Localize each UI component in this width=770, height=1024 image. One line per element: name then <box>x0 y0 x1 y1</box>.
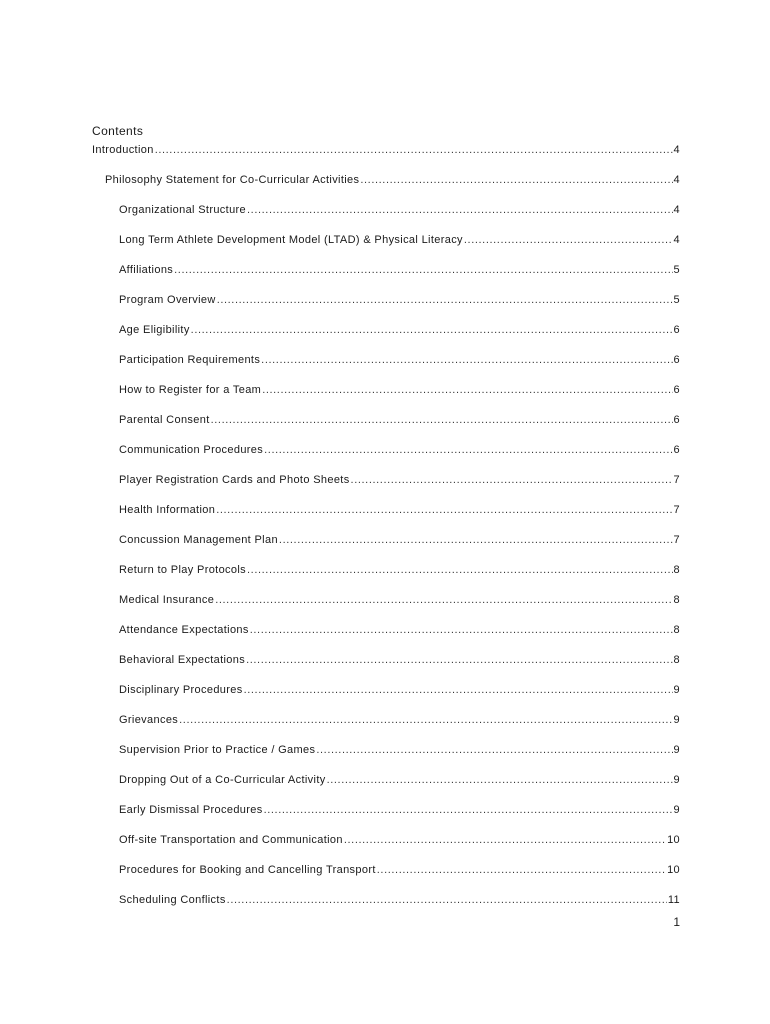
toc-entry-title: Parental Consent <box>119 414 210 426</box>
toc-entry-title: Supervision Prior to Practice / Games <box>119 744 316 756</box>
toc-entry[interactable] <box>92 143 680 157</box>
toc-dot-leader <box>262 383 672 397</box>
toc-entry-page: 11 <box>667 894 680 906</box>
toc-dot-leader <box>227 893 667 907</box>
toc-entry[interactable] <box>119 743 680 757</box>
toc-entry-title: Grievances <box>119 714 179 726</box>
toc-entry-page: 7 <box>673 534 680 546</box>
toc-entry[interactable] <box>119 473 680 487</box>
toc-entry-page: 4 <box>673 144 680 156</box>
toc-dot-leader <box>377 863 666 877</box>
toc-entry-page: 8 <box>673 594 680 606</box>
toc-entry-page: 8 <box>673 654 680 666</box>
toc-entry-title: Long Term Athlete Development Model (LTAD) & Physical Literacy <box>119 234 463 246</box>
toc-entry-page: 6 <box>673 354 680 366</box>
toc-entry-title: Communication Procedures <box>119 444 264 456</box>
toc-dot-leader <box>316 743 672 757</box>
toc-entry-title: Participation Requirements <box>119 354 261 366</box>
toc-entry[interactable] <box>119 263 680 277</box>
toc-entry-title: Dropping Out of a Co-Curricular Activity <box>119 774 326 786</box>
toc-dot-leader <box>247 563 673 577</box>
toc-entry[interactable] <box>119 683 680 697</box>
toc-dot-leader <box>261 353 672 367</box>
toc-entry[interactable] <box>119 323 680 337</box>
toc-dot-leader <box>264 443 672 457</box>
toc-entry[interactable] <box>119 503 680 517</box>
toc-entry-page: 7 <box>673 474 680 486</box>
toc-entry-page: 8 <box>673 564 680 576</box>
toc-dot-leader <box>155 143 673 157</box>
toc-dot-leader <box>211 413 673 427</box>
toc-entry[interactable] <box>119 713 680 727</box>
toc-entry[interactable] <box>119 773 680 787</box>
toc-entry[interactable] <box>119 833 680 847</box>
toc-dot-leader <box>327 773 673 787</box>
toc-dot-leader <box>247 203 673 217</box>
toc-dot-leader <box>215 593 672 607</box>
toc-entry-page: 6 <box>673 444 680 456</box>
toc-dot-leader <box>464 233 673 247</box>
toc-entry-page: 9 <box>673 744 680 756</box>
toc-entry-page: 10 <box>667 864 680 876</box>
toc-entry-page: 9 <box>673 804 680 816</box>
toc-entry-page: 6 <box>673 384 680 396</box>
toc-entry-page: 4 <box>673 204 680 216</box>
toc-entry[interactable] <box>119 623 680 637</box>
toc-entry-title: Procedures for Booking and Cancelling Transport <box>119 864 376 876</box>
toc-dot-leader <box>264 803 673 817</box>
toc-entry-title: Off-site Transportation and Communication <box>119 834 343 846</box>
toc-entry-page: 9 <box>673 684 680 696</box>
toc-entry-page: 5 <box>673 264 680 276</box>
page-number: 1 <box>673 915 680 929</box>
toc-entry-title: Philosophy Statement for Co-Curricular Activities <box>105 174 360 186</box>
toc-entry-title: Return to Play Protocols <box>119 564 247 576</box>
toc-entry-page: 6 <box>673 324 680 336</box>
toc-entry-page: 4 <box>673 234 680 246</box>
toc-entry-title: Concussion Management Plan <box>119 534 278 546</box>
toc-entry[interactable] <box>119 863 680 877</box>
toc-dot-leader <box>216 503 672 517</box>
toc-dot-leader <box>244 683 673 697</box>
toc-entry[interactable] <box>119 533 680 547</box>
toc-entry-title: Program Overview <box>119 294 216 306</box>
toc-entry[interactable] <box>119 593 680 607</box>
toc-entry[interactable] <box>119 413 680 427</box>
toc-entry-title: Medical Insurance <box>119 594 215 606</box>
toc-dot-leader <box>360 173 672 187</box>
toc-entry-page: 8 <box>673 624 680 636</box>
toc-entry-page: 5 <box>673 294 680 306</box>
toc-entry[interactable] <box>119 353 680 367</box>
toc-entry[interactable] <box>119 563 680 577</box>
toc-dot-leader <box>217 293 673 307</box>
toc-entry-title: Age Eligibility <box>119 324 190 336</box>
toc-entry-title: Affiliations <box>119 264 174 276</box>
toc-entry[interactable] <box>119 653 680 667</box>
toc-heading: Contents <box>92 124 144 138</box>
toc-dot-leader <box>351 473 673 487</box>
toc-entry-page: 9 <box>673 774 680 786</box>
toc-entry[interactable] <box>119 203 680 217</box>
toc-entry-title: Introduction <box>92 144 154 156</box>
toc-dot-leader <box>174 263 672 277</box>
toc-entry[interactable] <box>119 293 680 307</box>
toc-entry[interactable] <box>105 173 680 187</box>
toc-entry-title: Early Dismissal Procedures <box>119 804 263 816</box>
toc-entry[interactable] <box>119 383 680 397</box>
toc-dot-leader <box>279 533 673 547</box>
toc-entry-page: 9 <box>673 714 680 726</box>
toc-entry-page: 10 <box>667 834 680 846</box>
toc-dot-leader <box>344 833 666 847</box>
toc-dot-leader <box>191 323 673 337</box>
toc-entry-title: Disciplinary Procedures <box>119 684 243 696</box>
toc-dot-leader <box>250 623 673 637</box>
toc-entry[interactable] <box>119 893 680 907</box>
toc-entry[interactable] <box>119 443 680 457</box>
toc-entry-title: Health Information <box>119 504 216 516</box>
toc-entry[interactable] <box>119 803 680 817</box>
toc-entry-title: Behavioral Expectations <box>119 654 246 666</box>
toc-entry-title: Player Registration Cards and Photo Sheets <box>119 474 350 486</box>
toc-entry-title: Attendance Expectations <box>119 624 249 636</box>
toc-entry-page: 4 <box>673 174 680 186</box>
toc-entry-title: Scheduling Conflicts <box>119 894 226 906</box>
toc-dot-leader <box>179 713 672 727</box>
toc-entry-page: 6 <box>673 414 680 426</box>
toc-entry[interactable] <box>119 233 680 247</box>
toc-entry-title: Organizational Structure <box>119 204 247 216</box>
toc-entry-page: 7 <box>673 504 680 516</box>
toc-entry-title: How to Register for a Team <box>119 384 262 396</box>
toc-dot-leader <box>246 653 672 667</box>
